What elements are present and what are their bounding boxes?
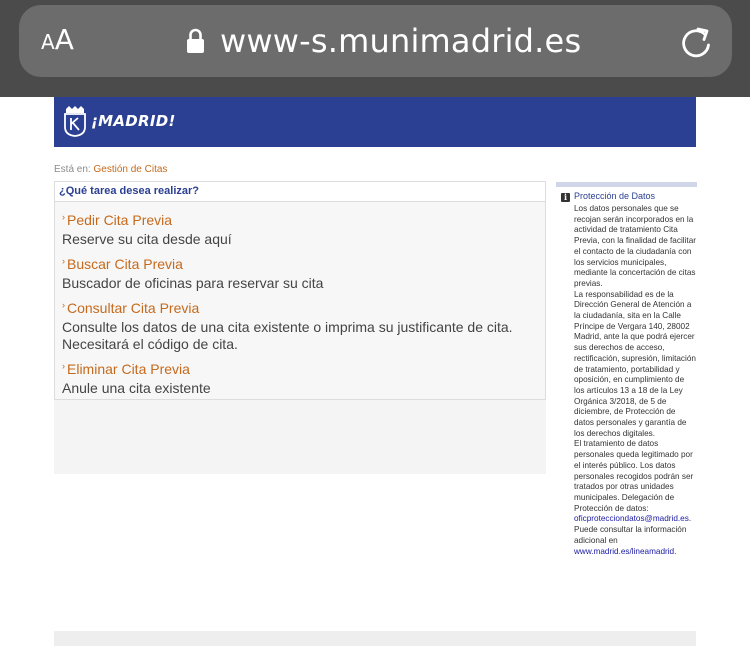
tasks-panel: [54, 181, 546, 400]
tasks-panel-filler: [54, 400, 546, 474]
reload-icon[interactable]: [679, 24, 713, 60]
logo-text: ¡MADRID!: [91, 112, 176, 130]
task-buscar-cita: [62, 256, 542, 292]
site-header: [54, 97, 696, 147]
task-eliminar-cita: [62, 361, 542, 397]
madrid-crest-icon: [63, 105, 87, 137]
privacy-text: [574, 204, 696, 557]
lock-icon: [186, 27, 205, 54]
task-description: Anule una cita existente: [62, 380, 211, 396]
browser-toolbar: [0, 0, 750, 97]
task-description: Reserve su cita desde aquí: [62, 231, 232, 247]
task-link-buscar-cita[interactable]: › Buscar Cita Previa: [62, 256, 183, 272]
privacy-panel: [556, 187, 697, 569]
chevron-right-icon: ›: [62, 212, 65, 222]
tasks-title: ¿Qué tarea desea realizar?: [55, 182, 545, 202]
info-icon: i: [561, 193, 570, 202]
breadcrumb-prefix: Está en:: [54, 164, 91, 175]
chevron-right-icon: ›: [62, 300, 65, 310]
lineamadrid-link[interactable]: www.madrid.es/lineamadrid: [574, 546, 675, 556]
privacy-title: Protección de Datos: [574, 191, 656, 201]
breadcrumb-link[interactable]: Gestión de Citas: [93, 164, 168, 175]
privacy-paragraph: El tratamiento de datos personales queda legitimado por el interés público. Los datos personales recogidos podrán ser tratados por otras unidades municipales. Delegación de Protección de datos: oficprotecciondatos@madrid.es. Puede consultar la información adicional en www.madrid.es/lineamadrid.: [574, 439, 694, 556]
privacy-paragraph: La responsabilidad es de la Dirección General de Atención a la ciudadanía, sita en la Calle Príncipe de Vergara 140, 28002 Madrid, ante la que podrá ejercer sus derechos de acceso, rectificación, supresión, limitación de tratamiento, portabilidad y oposición, en cumplimiento de los artículos 13 a 18 de la Ley Orgánica 3/2018, de 5 de diciembre, de Protección de datos personales y garantía de los derechos digitales.: [574, 289, 696, 438]
chevron-right-icon: ›: [62, 361, 65, 371]
text-size-icon[interactable]: AA: [41, 23, 74, 56]
task-link-eliminar-cita[interactable]: › Eliminar Cita Previa: [62, 361, 190, 377]
task-description: Consulte los datos de una cita existente o imprima su justificante de cita. Necesitará el código de cita.: [62, 319, 513, 352]
task-description: Buscador de oficinas para reservar su cita: [62, 275, 324, 291]
chevron-right-icon: ›: [62, 256, 65, 266]
footer-strip: [54, 631, 696, 646]
privacy-paragraph: Los datos personales que se recojan serán incorporados en la actividad de tratamiento Cita Previa, con la finalidad de facilitar el contacto de la ciudadanía con los servicios municipales, mediante la concertación de citas previas.: [574, 204, 696, 288]
madrid-logo[interactable]: [63, 104, 176, 138]
task-link-pedir-cita[interactable]: › Pedir Cita Previa: [62, 212, 173, 228]
breadcrumb: [54, 164, 167, 175]
url-text[interactable]: www-s.munimadrid.es: [220, 22, 582, 60]
privacy-email-link[interactable]: oficprotecciondatos@madrid.es: [574, 514, 689, 524]
task-link-consultar-cita[interactable]: › Consultar Cita Previa: [62, 300, 200, 316]
task-consultar-cita: [62, 300, 542, 353]
task-pedir-cita: [62, 212, 542, 248]
